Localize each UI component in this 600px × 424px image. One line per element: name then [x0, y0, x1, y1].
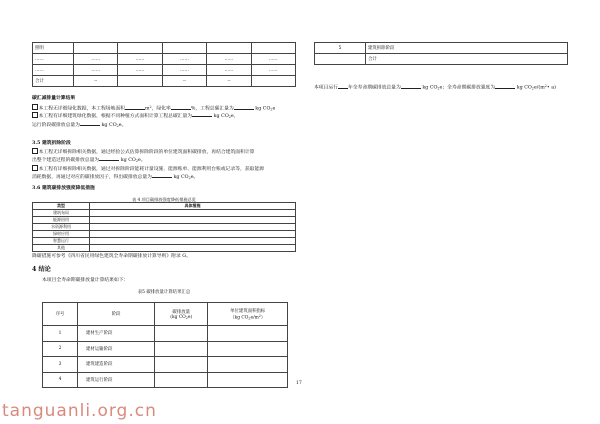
measure-detail-cell [90, 238, 296, 245]
table-cell: …… [74, 65, 118, 76]
conclusion-text: 本项目全寿命期碳排放量计算结果如下： [42, 278, 129, 283]
measures-note: 降碳措施可参考《四川省民用绿色建筑全寿命期碳排放计算导则》附录 G。 [32, 254, 191, 259]
table-cell [162, 43, 206, 54]
table-row [43, 326, 288, 342]
table-cell [251, 43, 295, 54]
table-cell [155, 357, 208, 373]
summary-table [42, 302, 288, 388]
table-cell [155, 372, 208, 388]
measure-type: 建筑布局 [33, 210, 90, 217]
table-cell: …… [74, 54, 118, 65]
table-cell [208, 326, 288, 342]
table-cell: …… [162, 54, 206, 65]
checkbox-icon[interactable] [32, 112, 38, 118]
table-cell: …… [33, 54, 74, 65]
measure-type: 绿材应用 [33, 231, 90, 238]
table-cell: -- [74, 76, 118, 87]
table-row [315, 43, 568, 54]
measure-detail-cell [90, 231, 296, 238]
measures-table [32, 202, 296, 252]
table-cell: 2 [43, 341, 78, 357]
table-row [43, 341, 288, 357]
table-cell: 照明 [33, 43, 74, 54]
table-cell [208, 357, 288, 373]
measure-detail-cell [90, 210, 296, 217]
table-header: 阶段 [78, 303, 155, 326]
carbon-sink-total: 运行阶段碳排放总量为 kg $CO_2e$。 [32, 123, 127, 128]
table-cell [208, 341, 288, 357]
table-cell: …… [207, 65, 251, 76]
table-cell: 合计 [33, 76, 74, 87]
table-cell: 4 [43, 372, 78, 388]
demolition-option-1-cont: 出整个建造过程的碳排放总量为 kg $CO_2e$。 [32, 158, 146, 163]
demolition-heading: 3.5 建筑拆除阶段 [32, 140, 71, 146]
table-row [33, 65, 296, 76]
table-header: 类型 [33, 203, 90, 210]
table-cell [74, 43, 118, 54]
measure-type: 其他 [33, 245, 90, 252]
measure-detail-cell [90, 217, 296, 224]
table-row [33, 238, 296, 245]
table-cell: …… [162, 65, 206, 76]
carbon-sink-heading: 碳汇减排量计算结果 [32, 95, 76, 101]
top-right-table [314, 42, 568, 65]
table-row [43, 357, 288, 373]
table-cell: -- [162, 76, 206, 87]
table-row [33, 245, 296, 252]
measure-type: 能源回用 [33, 217, 90, 224]
table-row [43, 372, 288, 388]
table-header: 碳排放量 (kg $CO_2e$) [155, 303, 208, 326]
measure-type: 智慧运行 [33, 238, 90, 245]
table-row [33, 217, 296, 224]
table-cell [207, 43, 251, 54]
carbon-sink-option-2: 本工程有详细建筑绿化数据，根据不同种植方式面积计算工程总碳汇量为 kg $CO_2e$， [32, 112, 239, 122]
table-cell: …… [251, 54, 295, 65]
carbon-sink-option-1: 本工程无详细绿化数据，本工程场地面积 $m^2$，绿化率 %，工程总碳汇量为 kg $CO_2e$ [32, 103, 275, 114]
table-4-caption: 表 4 项目碳排放强度降低措施总览 [132, 197, 196, 202]
table-cell: 建材运输阶段 [78, 341, 155, 357]
lifecycle-summary-line: 本项目运行 年全寿命期碳排放总量为 kg $CO_2e$；全寿命期碳排放强度为 kg $CO_2e/(m^2•$ a) [314, 84, 556, 91]
page-number: 17 [296, 381, 302, 386]
table-row [33, 210, 296, 217]
table-row [33, 54, 296, 65]
table-cell [118, 43, 162, 54]
top-left-table [32, 42, 296, 87]
table-row [33, 224, 296, 231]
table-header: 单位建筑面积指标 （kg $CO_2e/m^2$） [208, 303, 288, 326]
table-cell [118, 76, 162, 87]
table-cell: …… [118, 54, 162, 65]
table-cell: 合计 [366, 54, 568, 65]
table-cell [208, 372, 288, 388]
checkbox-icon[interactable] [32, 148, 38, 154]
table-row [33, 76, 296, 87]
demolition-option-2: 本工程有详细拆除相关数据，通过对拆除阶段能耗计量设施、能源账单、能源利用台账或记录等，获取能源 [32, 165, 264, 175]
table-row [33, 43, 296, 54]
table-cell: …… [207, 54, 251, 65]
table-cell: …… [33, 65, 74, 76]
table-header: 具体措施 [90, 203, 296, 210]
table-row [315, 54, 568, 65]
table-cell [251, 76, 295, 87]
table-cell [155, 326, 208, 342]
table-cell: 5 [315, 43, 366, 54]
watermark-text: tanguanli.org.cn [2, 401, 157, 421]
demolition-option-2-cont: 消耗数据，再通过对应的碳排放因子，得出碳排放总量为 kg $CO_2e$。 [32, 175, 199, 180]
conclusion-heading: 4 结论 [32, 266, 51, 273]
table-5-caption: 表5 碳排放量计算结果汇总 [137, 290, 191, 295]
table-cell: 建筑运行阶段 [78, 372, 155, 388]
measure-detail-cell [90, 245, 296, 252]
table-cell: 3 [43, 357, 78, 373]
checkbox-icon[interactable] [32, 165, 38, 171]
measures-heading: 3.6 建筑碳排放强度降低措施 [32, 185, 95, 191]
table-cell: -- [207, 76, 251, 87]
table-header: 序号 [43, 303, 78, 326]
table-cell: 建筑建造阶段 [78, 357, 155, 373]
checkbox-icon[interactable] [32, 104, 38, 110]
table-cell [155, 341, 208, 357]
table-row [33, 231, 296, 238]
table-cell: …… [118, 65, 162, 76]
demolition-option-1: 本工程无详细拆除相关数据，通过经验公式估算拆除阶段的单位建筑面积碳排放，再结合建筑面积计算 [32, 148, 254, 158]
table-cell: 建材生产阶段 [78, 326, 155, 342]
measure-type: 水资源利用 [33, 224, 90, 231]
measure-detail-cell [90, 224, 296, 231]
table-cell: 1 [43, 326, 78, 342]
table-cell: 建筑拆除阶段 [366, 43, 568, 54]
table-cell [315, 54, 366, 65]
table-cell: …… [251, 65, 295, 76]
